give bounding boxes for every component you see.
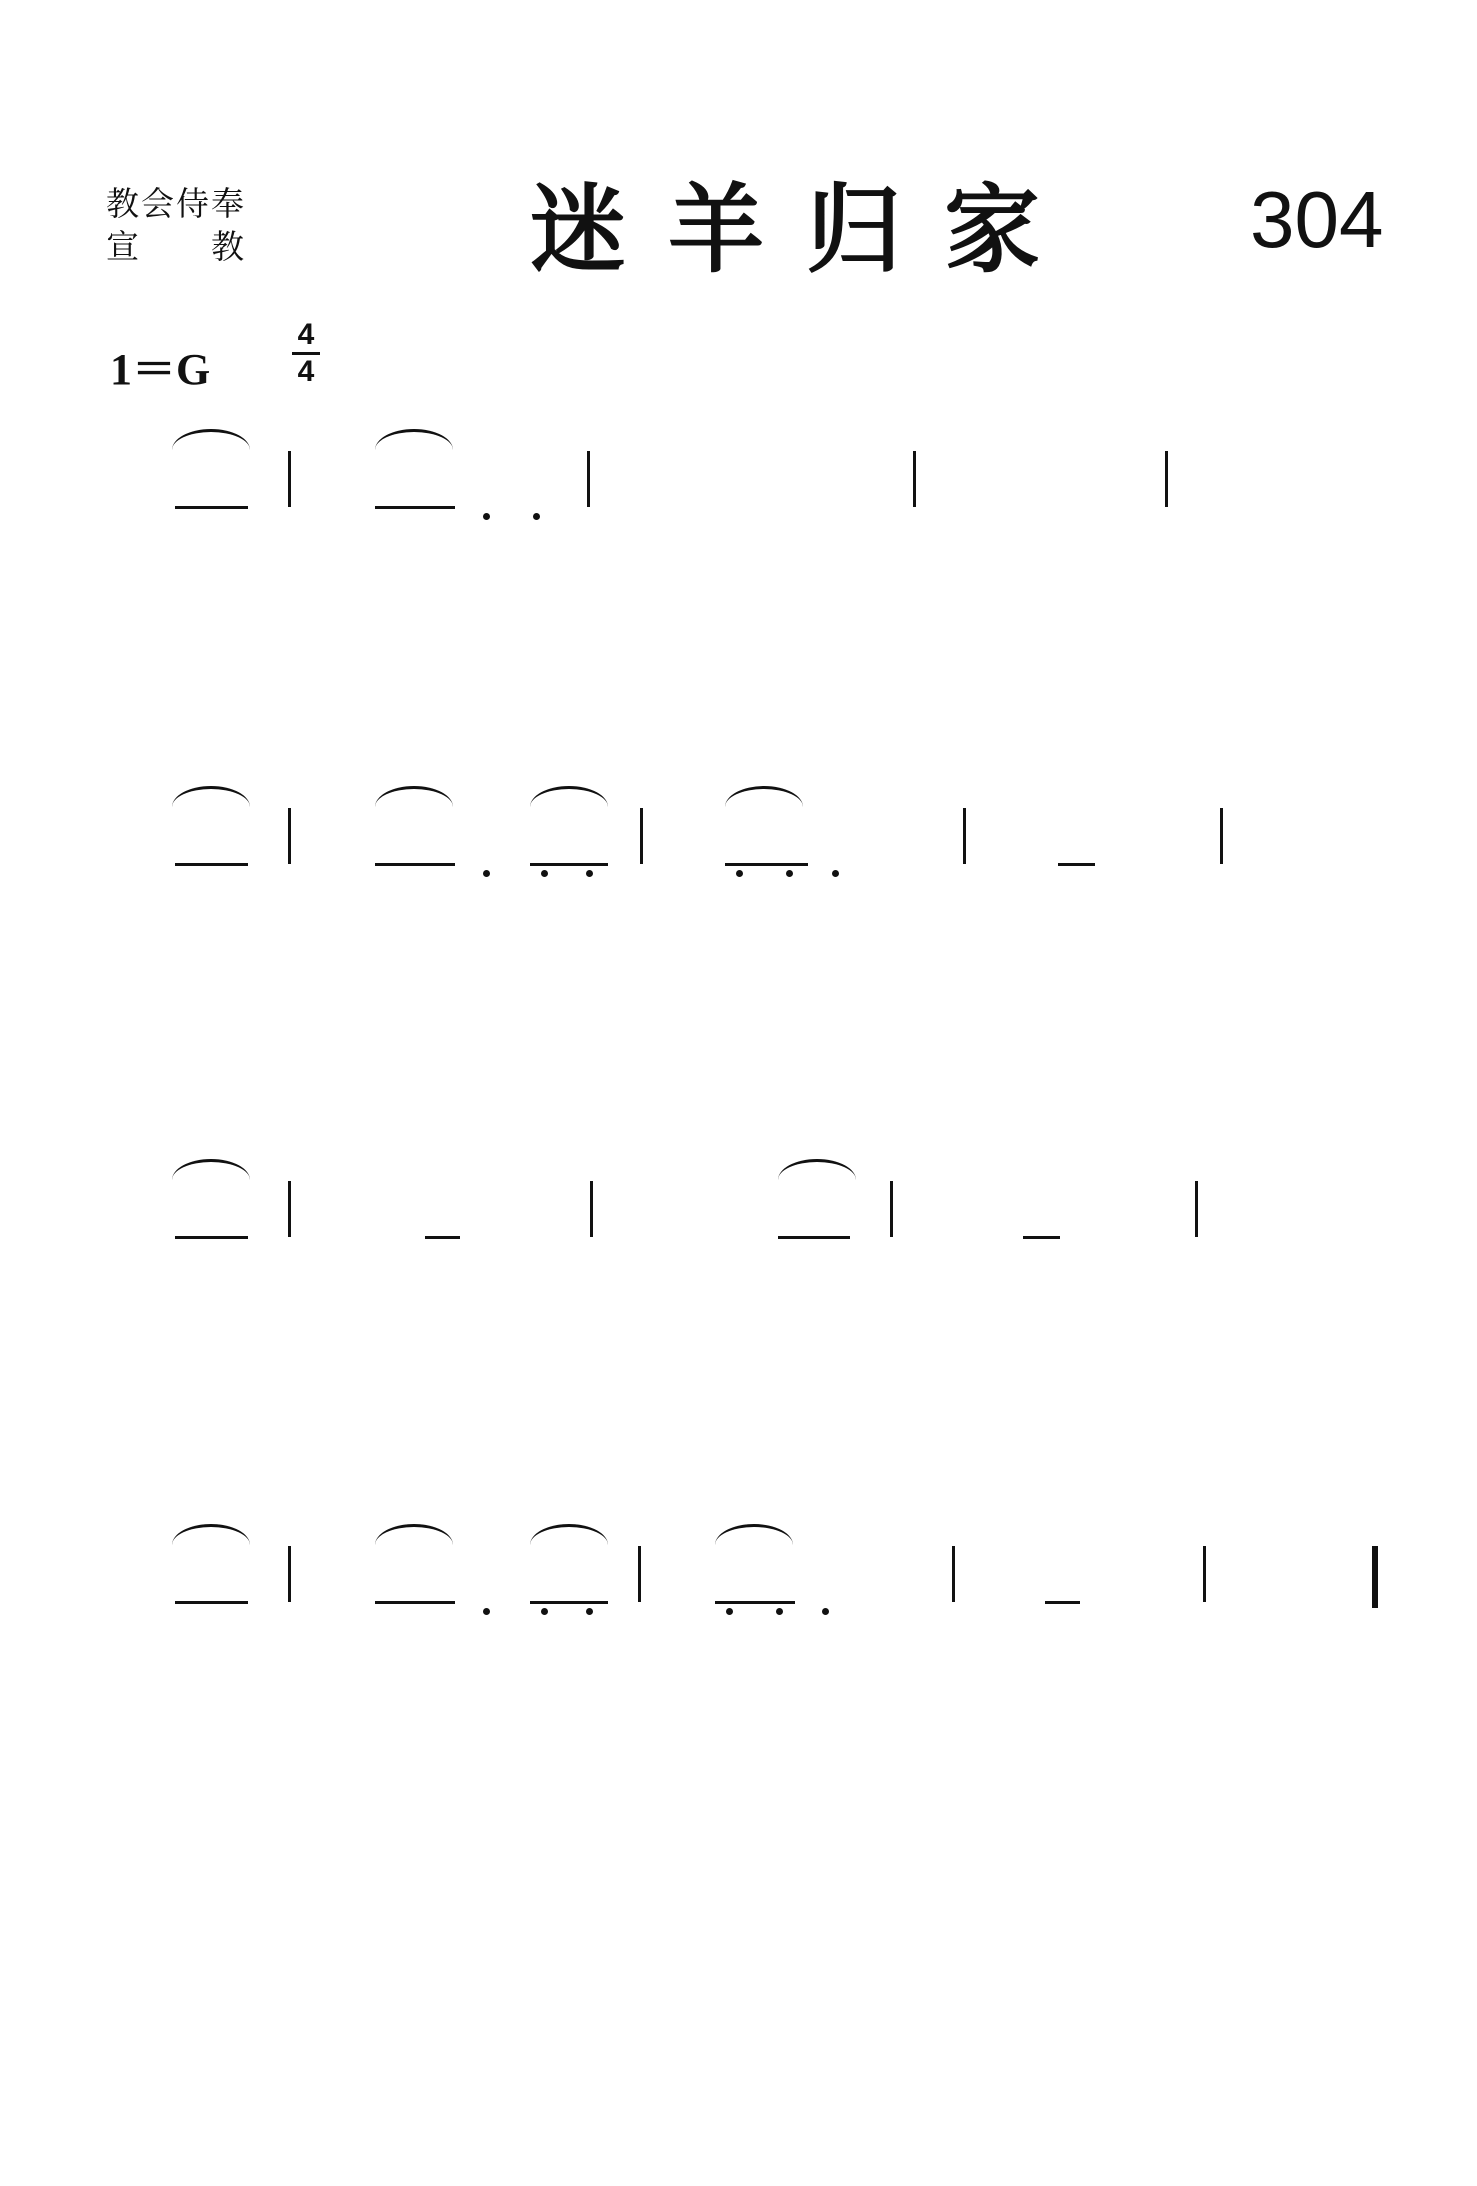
underline (375, 1601, 455, 1604)
barline (963, 808, 966, 864)
octave-dot (483, 870, 490, 877)
barline (1220, 808, 1223, 864)
barline (913, 451, 916, 507)
slur (530, 1524, 608, 1545)
hymn-number: 304 (1250, 175, 1384, 264)
underline (1023, 1236, 1060, 1239)
octave-dot (786, 870, 793, 877)
octave-dot (586, 1608, 593, 1615)
underline (778, 1236, 850, 1239)
slur (172, 1524, 250, 1545)
slur (375, 429, 453, 450)
octave-dot (776, 1608, 783, 1615)
slur (715, 1524, 793, 1545)
barline (288, 808, 291, 864)
octave-dot (483, 1608, 490, 1615)
key-signature: 1＝G (110, 345, 211, 394)
octave-dot (726, 1608, 733, 1615)
barline (1372, 1546, 1378, 1608)
underline (175, 863, 248, 866)
category-line-1: 教会侍奉 (106, 184, 246, 223)
barline (590, 1181, 593, 1237)
barline (288, 1181, 291, 1237)
barline (638, 1546, 641, 1602)
slur (725, 786, 803, 807)
category-line-2: 宣 教 (106, 227, 246, 266)
octave-dot (586, 870, 593, 877)
octave-dot (822, 1608, 829, 1615)
underline (1045, 1601, 1080, 1604)
underline (375, 506, 455, 509)
underline (530, 863, 608, 866)
octave-dot (533, 513, 540, 520)
barline (952, 1546, 955, 1602)
octave-dot (483, 513, 490, 520)
octave-dot (736, 870, 743, 877)
underline (715, 1601, 795, 1604)
barline (587, 451, 590, 507)
underline (175, 1236, 248, 1239)
slur (172, 1159, 250, 1180)
underline (1058, 863, 1095, 866)
slur (172, 786, 250, 807)
barline (288, 451, 291, 507)
slur (172, 429, 250, 450)
slur (375, 1524, 453, 1545)
underline (530, 1601, 608, 1604)
barline (890, 1181, 893, 1237)
octave-dot (541, 870, 548, 877)
barline (288, 1546, 291, 1602)
octave-dot (541, 1608, 548, 1615)
slur (778, 1159, 856, 1180)
octave-dot (832, 870, 839, 877)
underline (175, 506, 248, 509)
underline (375, 863, 455, 866)
underline (425, 1236, 460, 1239)
slur (530, 786, 608, 807)
time-signature-top: 4 (297, 318, 315, 351)
barline (1195, 1181, 1198, 1237)
barline (1165, 451, 1168, 507)
underline (725, 863, 808, 866)
time-signature-bottom: 4 (297, 355, 315, 388)
barline (640, 808, 643, 864)
underline (175, 1601, 248, 1604)
barline (1203, 1546, 1206, 1602)
hymn-title: 迷羊归家 (530, 174, 1082, 286)
slur (375, 786, 453, 807)
